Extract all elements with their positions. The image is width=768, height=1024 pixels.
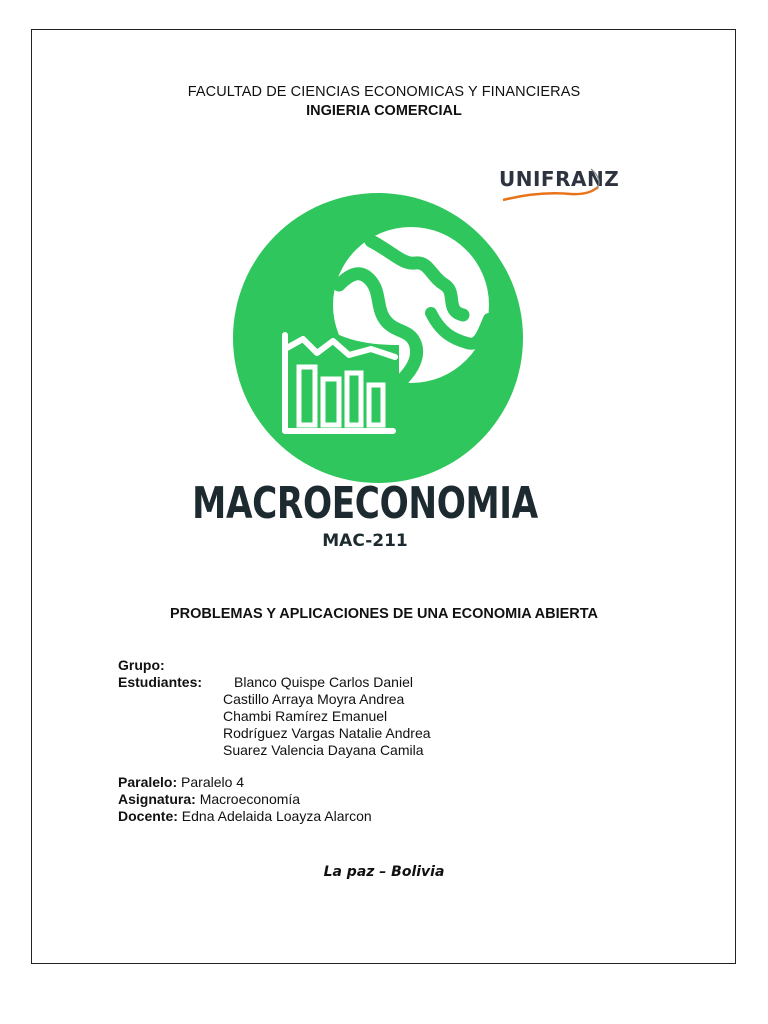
docente-line: [118, 808, 372, 825]
course-name: MACROECONOMIA: [192, 478, 538, 529]
docente-value: Edna Adelaida Loayza Alarcon: [181, 808, 372, 824]
course-details: [118, 774, 372, 825]
student-list: [218, 674, 431, 759]
paralelo-line: [118, 774, 372, 791]
students-section: [118, 674, 431, 758]
asignatura-line: [118, 791, 372, 808]
paralelo-value: Paralelo 4: [181, 774, 245, 790]
student-name: Chambi Ramírez Emanuel: [223, 708, 388, 724]
students-label: Estudiantes:: [118, 674, 203, 690]
student-name: Suarez Valencia Dayana Camila: [223, 742, 424, 758]
group-label: Grupo:: [118, 657, 165, 673]
career-name: INGIERIA COMERCIAL: [306, 103, 462, 119]
student-name: Rodríguez Vargas Natalie Andrea: [223, 725, 431, 741]
paralelo-label: Paralelo:: [118, 774, 178, 790]
university-name: UNIFRANZ: [499, 167, 620, 191]
docente-label: Docente:: [118, 808, 178, 824]
group-line: [118, 657, 165, 674]
student-name: Blanco Quispe Carlos Daniel: [234, 674, 413, 690]
asignatura-label: Asignatura:: [118, 791, 196, 807]
document-title: PROBLEMAS Y APLICACIONES DE UNA ECONOMIA ABIERTA: [169, 606, 599, 622]
course-code: MAC-211: [322, 531, 408, 551]
globe-with-bar-chart-icon: [231, 193, 525, 483]
place-line: La paz – Bolivia: [323, 864, 445, 880]
student-name: Castillo Arraya Moyra Andrea: [223, 691, 405, 707]
faculty-name: FACULTAD DE CIENCIAS ECONOMICAS Y FINANCIERAS: [187, 84, 581, 100]
asignatura-value: Macroeconomía: [199, 791, 301, 807]
